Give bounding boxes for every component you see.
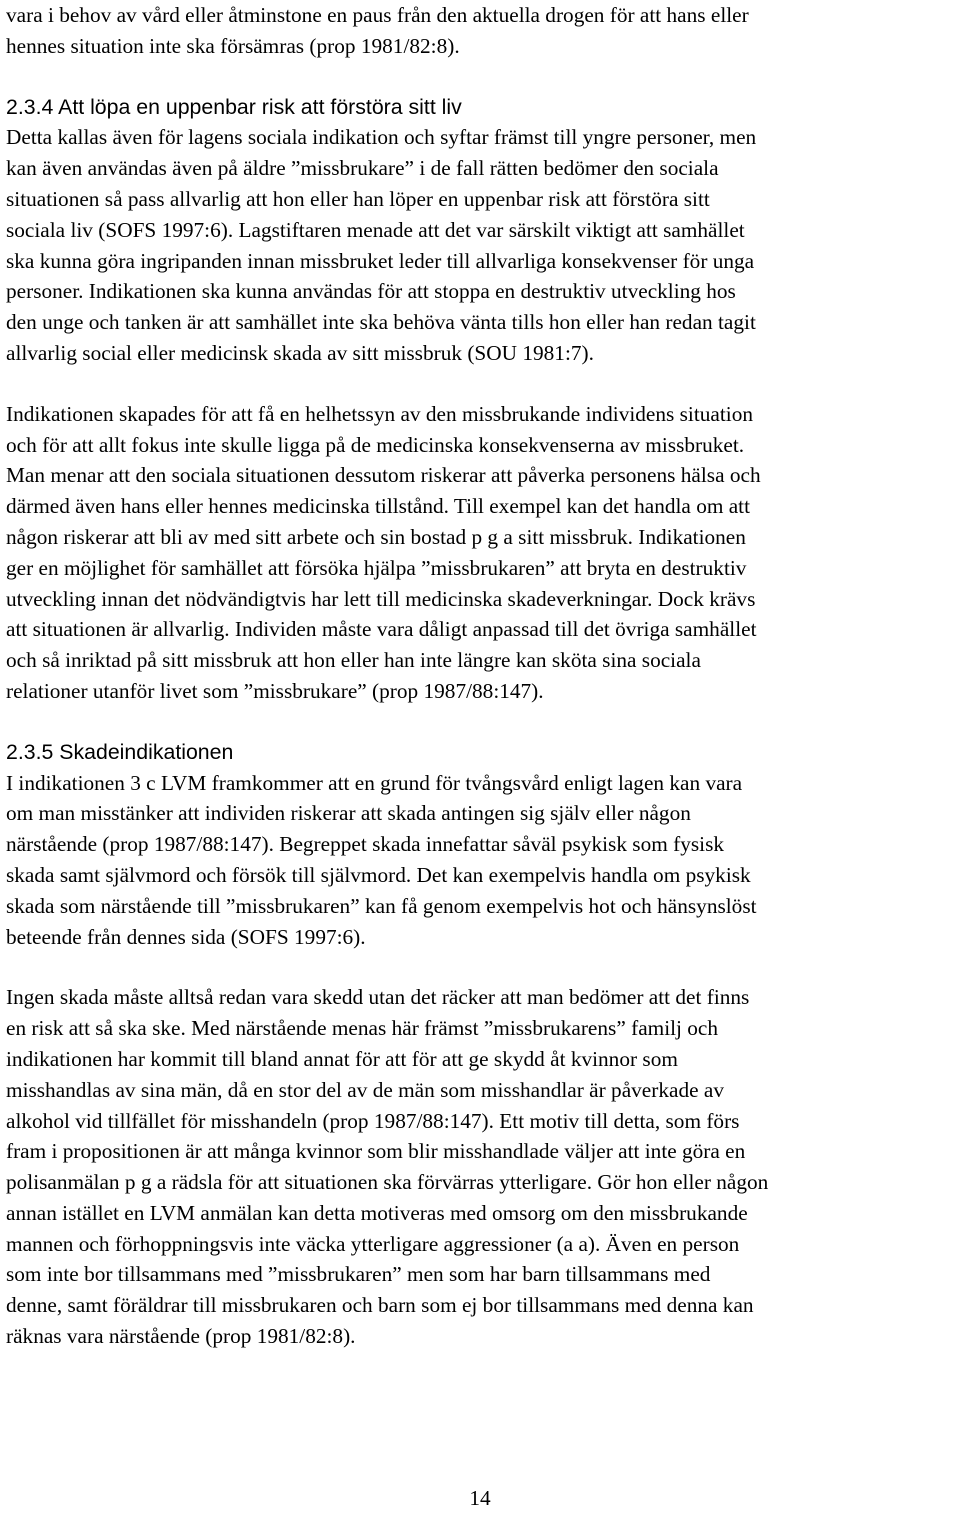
text-line: närstående (prop 1987/88:147). Begreppet skada innefattar såväl psykisk som fysisk [6,832,725,857]
paragraph-gap [6,952,958,982]
text-line: skada samt självmord och försök till självmord. Det kan exempelvis handla om psykisk [6,862,751,887]
section-2-3-4-paragraph-2 [6,399,958,707]
document-page [6,0,958,1352]
text-line: utveckling innan det nödvändigtvis har lett till medicinska skadeverkningar. Dock krävs [6,586,756,611]
text-line: annan istället en LVM anmälan kan detta motiveras med omsorg om den missbrukande [6,1200,748,1225]
text-line: ger en möjlighet för samhället att försöka hjälpa ”missbrukaren” att bryta en destruktiv [6,555,747,580]
text-line: ska kunna göra ingripanden innan missbruket leder till allvarliga konsekvenser för unga [6,248,755,273]
text-line: relationer utanför livet som ”missbrukare” (prop 1987/88:147). [6,678,544,703]
text-line: att situationen är allvarlig. Individen måste vara dåligt anpassad till det övriga samhället [6,617,757,642]
text-line: som inte bor tillsammans med ”missbrukaren” men som har barn tillsammans med [6,1262,711,1287]
text-line: denne, samt föräldrar till missbrukaren och barn som ej bor tillsammans med denna kan [6,1293,754,1318]
text-line: I indikationen 3 c LVM framkommer att en grund för tvångsvård enligt lagen kan vara [6,770,743,795]
paragraph-gap [6,369,958,399]
text-line: skada som närstående till ”missbrukaren” kan få genom exempelvis hot och hänsynslöst [6,893,757,918]
text-line: misshandlas av sina män, då en stor del av de män som misshandlar är påverkade av [6,1077,724,1102]
page-number: 14 [469,1486,491,1510]
text-line: Indikationen skapades för att få en helhetssyn av den missbrukande individens situation [6,401,753,426]
text-line: sociala liv (SOFS 1997:6). Lagstiftaren menade att det var särskilt viktigt att samhället [6,217,745,242]
paragraph-gap [6,62,958,92]
text-line: alkohol vid tillfället för misshandeln (prop 1987/88:147). Ett motiv till detta, som förs [6,1108,740,1133]
text-line: därmed även hans eller hennes medicinska tillstånd. Till exempel kan det handla om att [6,494,751,519]
section-heading-2-3-4: 2.3.4 Att löpa en uppenbar risk att förstöra sitt liv [6,94,462,119]
intro-paragraph [6,0,958,62]
text-line: Ingen skada måste alltså redan vara skedd utan det räcker att man bedömer att det finns [6,985,750,1010]
section-2-3-4-paragraph-1 [6,122,958,368]
text-line: situationen så pass allvarlig att hon eller han löper en uppenbar risk att förstöra sitt [6,186,710,211]
text-line: indikationen har kommit till bland annat för att för att ge skydd åt kvinnor som [6,1046,678,1071]
text-line: Man menar att den sociala situationen dessutom riskerar att påverka personens hälsa och [6,463,761,488]
text-line: personer. Indikationen ska kunna användas för att stoppa en destruktiv utveckling hos [6,279,736,304]
text-line: vara i behov av vård eller åtminstone en paus från den aktuella drogen för att hans eller [6,3,749,27]
text-line: räknas vara närstående (prop 1981/82:8). [6,1324,356,1349]
paragraph-gap [6,707,958,737]
text-line: och för att allt fokus inte skulle ligga på de medicinska konsekvenserna av missbruket. [6,432,745,457]
text-line: den unge och tanken är att samhället inte ska behöva vänta tills hon eller han redan tagit [6,310,756,335]
text-line: om man misstänker att individen riskerar att skada antingen sig själv eller någon [6,801,691,826]
text-line: beteende från dennes sida (SOFS 1997:6). [6,924,366,949]
section-2-3-5-paragraph-1 [6,768,958,953]
section-2-3-5-paragraph-2 [6,982,958,1352]
section-heading-2-3-5: 2.3.5 Skadeindikationen [6,739,234,764]
text-line: en risk att så ska ske. Med närstående menas här främst ”missbrukarens” familj och [6,1016,719,1041]
text-line: Detta kallas även för lagens sociala indikation och syftar främst till yngre personer, men [6,125,757,150]
text-line: allvarlig social eller medicinsk skada av sitt missbruk (SOU 1981:7). [6,340,594,365]
text-line: mannen och förhoppningsvis inte väcka ytterligare aggressioner (a a). Även en person [6,1231,740,1256]
text-line: polisanmälan p g a rädsla för att situationen ska förvärras ytterligare. Gör hon eller någon [6,1170,769,1195]
text-line: hennes situation inte ska försämras (prop 1981/82:8). [6,33,460,58]
text-line: fram i propositionen är att många kvinnor som blir misshandlade väljer att inte göra en [6,1139,746,1164]
text-line: någon riskerar att bli av med sitt arbete och sin bostad p g a sitt missbruk. Indikationen [6,524,746,549]
text-line: och så inriktad på sitt missbruk att hon eller han inte längre kan sköta sina sociala [6,648,701,673]
text-line: kan även användas även på äldre ”missbrukare” i de fall rätten bedömer den sociala [6,156,719,181]
